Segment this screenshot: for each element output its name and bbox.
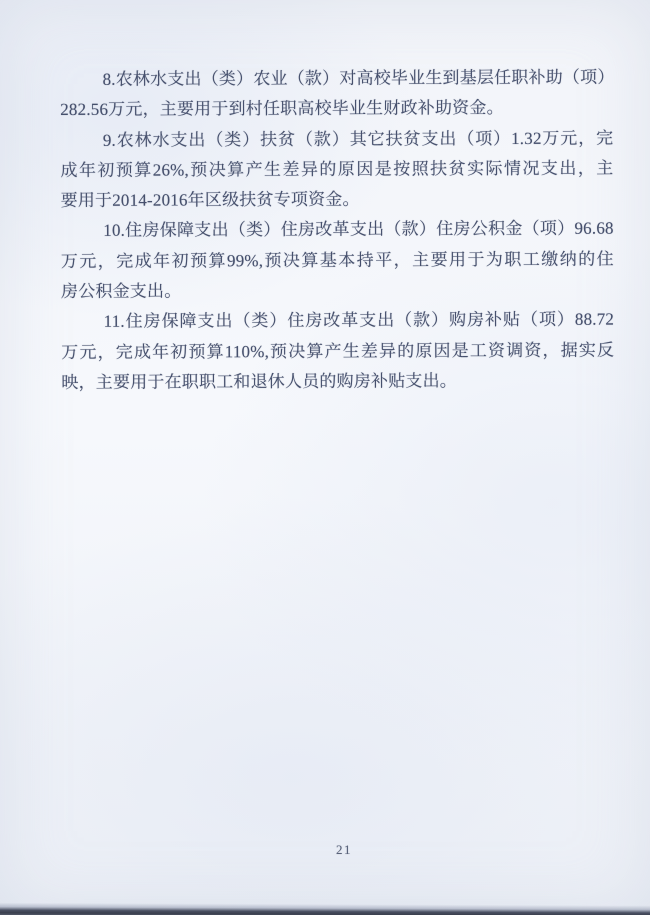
text-line: 要用于2014-2016年区级扶贫专项资金。 bbox=[60, 189, 360, 211]
text-line: 10.住房保障支出（类）住房改革支出（款）住房公积金（项）96.68 bbox=[103, 219, 614, 241]
paragraph bbox=[61, 305, 614, 398]
text-line: 282.56万元，主要用于到村任职高校毕业生财政补助资金。 bbox=[60, 98, 504, 120]
text-line: 房公积金支出。 bbox=[60, 281, 182, 302]
scan-edge-shadow bbox=[0, 903, 650, 915]
paragraph bbox=[60, 123, 613, 216]
text-line: 8.农林水支出（类）农业（款）对高校毕业生到基层任职补助（项） bbox=[102, 67, 615, 89]
paragraph bbox=[60, 63, 613, 126]
text-line: 映，主要用于在职职工和退休人员的购房补贴支出。 bbox=[61, 371, 458, 392]
text-line: 万元，完成年初预算110%,预决算产生差异的原因是工资调资，据实反 bbox=[61, 340, 615, 362]
text-line: 11.住房保障支出（类）住房改革支出（款）购房补贴（项）88.72 bbox=[103, 309, 615, 332]
page-number: 21 bbox=[336, 842, 352, 857]
document-body bbox=[60, 63, 614, 399]
text-line: 9.农林水支出（类）扶贫（款）其它扶贫支出（项）1.32万元，完 bbox=[102, 128, 614, 150]
text-line: 万元，完成年初预算99%,预决算基本持平，主要用于为职工缴纳的住 bbox=[60, 249, 614, 271]
text-line: 成年初预算26%,预决算产生差异的原因是按照扶贫实际情况支出，主 bbox=[60, 158, 614, 180]
paragraph bbox=[61, 214, 614, 307]
